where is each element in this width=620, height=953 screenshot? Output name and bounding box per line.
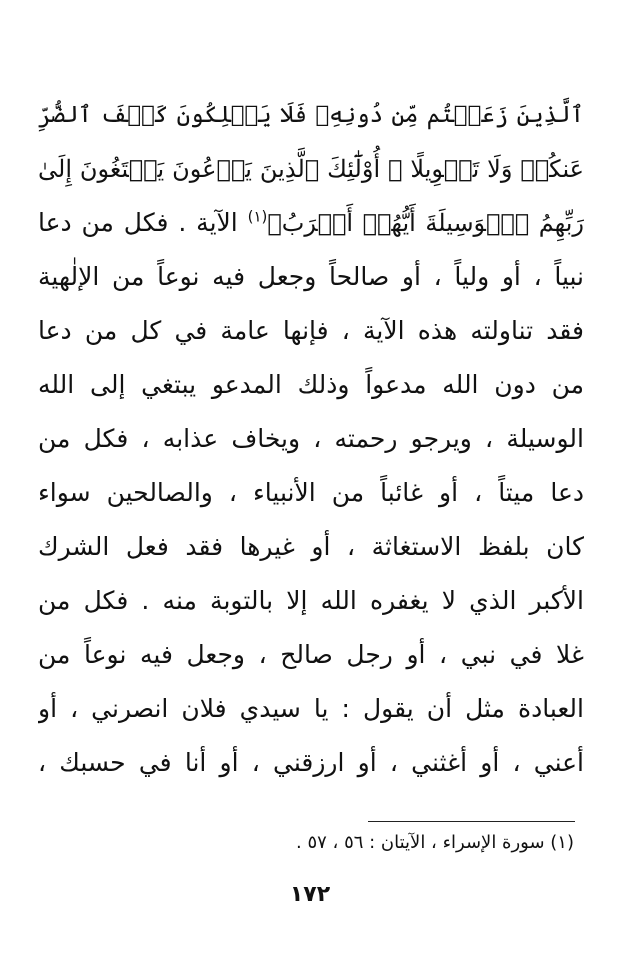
footnote: (١) سورة الإسراء ، الآيتان : ٥٦ ، ٥٧ . <box>296 832 574 853</box>
text-line-6: من دون الله مدعواً وذلك المدعو يبتغي إلى الله <box>38 370 584 399</box>
footnote-reference[interactable]: (١) <box>247 207 268 226</box>
text-line-11: غلا في نبي ، أو رجل صالح ، وجعل فيه نوعاً من <box>38 640 584 669</box>
text-line-10: الأكبر الذي لا يغفره الله إلا بالتوبة منه . فكل من <box>38 586 584 615</box>
text-line-9: كان بلفظ الاستغاثة ، أو غيرها فقد فعل الشرك <box>38 532 584 561</box>
text-line-2: عَنكُمۡ وَلَا تَحۡوِيلًا ۞ أُوْلَٰٓئِكَ ٱلَّذِينَ يَدۡعُونَ يَبۡتَغُونَ إِلَىٰ <box>38 155 584 183</box>
text-line-5: فقد تناولته هذه الآية ، فإنها عامة في كل من دعا <box>38 316 584 345</box>
text-line-12: العبادة مثل أن يقول : يا سيدي فلان انصرني ، أو <box>38 694 584 723</box>
text-line-7: الوسيلة ، ويرجو رحمته ، ويخاف عذابه ، فكل من <box>38 424 584 453</box>
text-line-8: دعا ميتاً ، أو غائباً من الأنبياء ، والصالحين سواء <box>38 478 584 507</box>
text-line-1: ٱلَّذِينَ زَعَمۡتُم مِّن دُونِهِۦ فَلَا يَمۡلِكُونَ كَشۡفَ ٱلضُّرِّ <box>38 102 584 128</box>
main-text <box>38 88 584 790</box>
quran-verse-end: رَبِّهِمُ ٱلۡوَسِيلَةَ أَيُّهُمۡ أَقۡرَبُ﴾ <box>267 209 584 237</box>
page-number: ١٧٢ <box>289 882 331 907</box>
text-line-3-rest: الآية . فكل من دعا <box>38 208 248 237</box>
footnote-divider <box>368 821 575 822</box>
text-line-13: أعني ، أو أغثني ، أو ارزقني ، أو أنا في حسبك ، <box>38 748 584 777</box>
text-line-3 <box>38 196 584 250</box>
text-line-4: نبياً ، أو ولياً ، أو صالحاً وجعل فيه نوعاً من الإلٰهية <box>38 262 584 291</box>
